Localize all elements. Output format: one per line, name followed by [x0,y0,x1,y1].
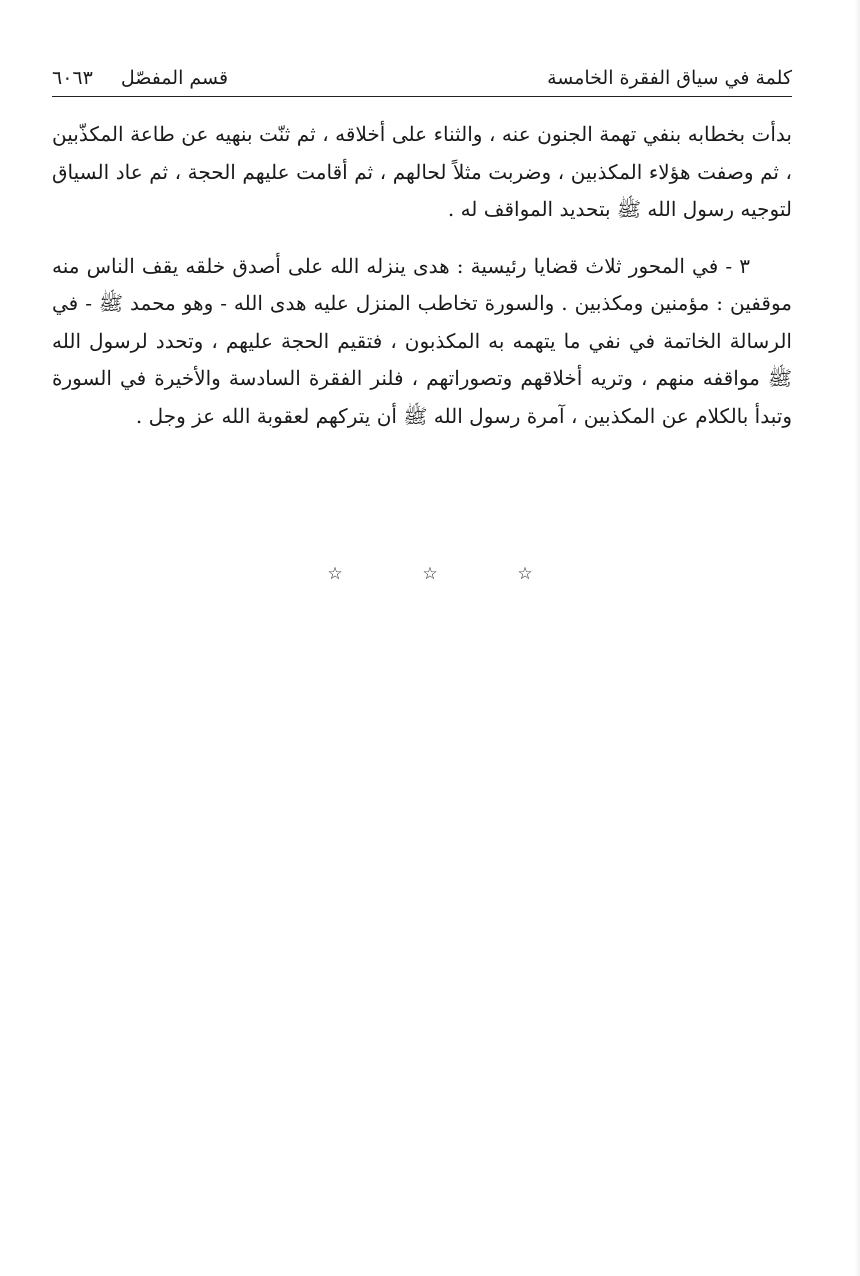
header-divider [52,96,792,97]
page-edge [854,0,860,1276]
running-header [52,58,792,92]
paragraph: ٣ - في المحور ثلاث قضايا رئيسية : هدى ينزله الله على أصدق خلقه يقف الناس منه موقفين : مؤمنين ومكذبين . والسورة تخاطب المنزل عليه هدى الله - وهو محمد ﷺ - في الرسالة الخاتمة في نفي ما يتهمه به المكذبون ، فتقيم الحجة عليهم ، وتحدد لرسول الله ﷺ مواقفه منهم ، وتريه أخلاقهم وتصوراتهم ، فلنر الفقرة السادسة والأخيرة في السورة وتبدأ بالكلام عن المكذبين ، آمرة رسول الله ﷺ أن يتركهم لعقوبة الله عز وجل . [52,253,793,428]
page-number: ٦٠٦٣ [52,67,93,89]
star-icon: ☆ [517,564,533,584]
header-section-block [52,64,228,92]
section-name: قسم المفصّل [120,67,229,89]
section-separator [320,562,540,586]
paragraph: بدأت بخطابه بنفي تهمة الجنون عنه ، والثناء على أخلاقه ، ثم ثنّت بنهيه عن طاعة المكذّبين ، ثم وصفت هؤلاء المكذبين ، وضربت مثلاً لحالهم ، ثم أقامت عليهم الحجة ، ثم عاد السياق لتوجيه رسول الله ﷺ بتحديد المواقف له . [52,122,792,221]
body-text [52,116,792,435]
star-icon: ☆ [327,564,343,584]
running-title: كلمة في سياق الفقرة الخامسة [547,67,792,89]
star-icon: ☆ [422,564,438,584]
